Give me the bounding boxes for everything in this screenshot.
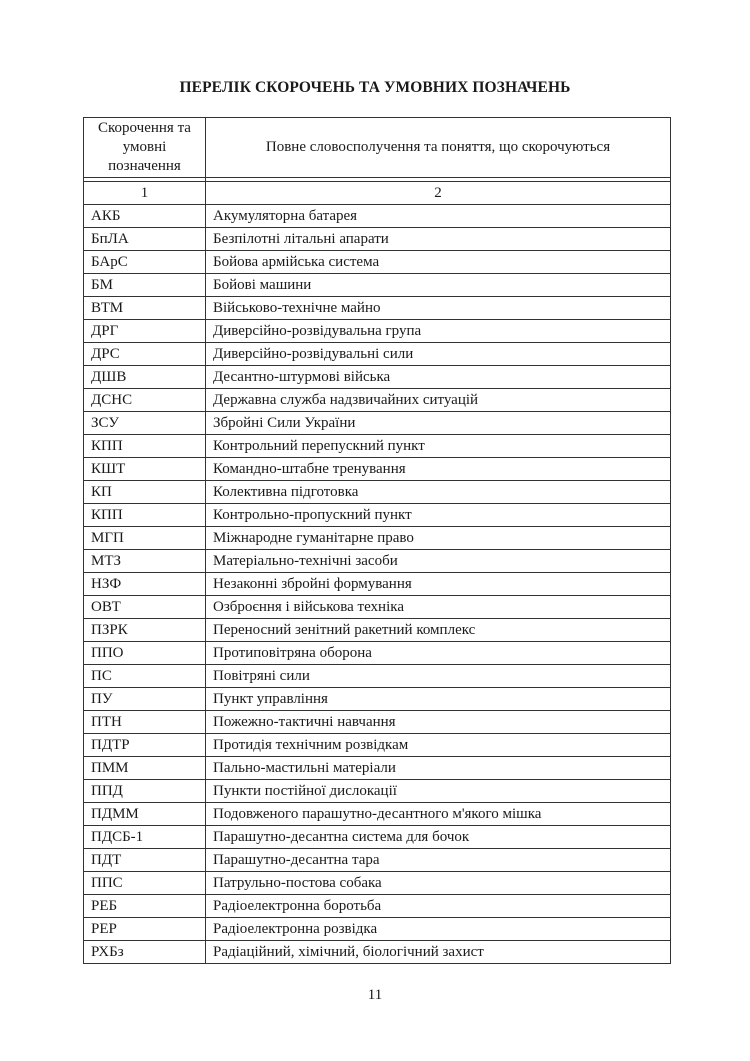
- abbreviation-cell: БМ: [84, 274, 206, 297]
- full-phrase-cell: Десантно-штурмові війська: [206, 366, 671, 389]
- table-row: [84, 550, 671, 573]
- header-abbreviation: Скорочення та умовні позначення: [84, 118, 206, 178]
- abbreviation-cell: АКБ: [84, 205, 206, 228]
- table-row: [84, 757, 671, 780]
- abbreviation-cell: ПУ: [84, 688, 206, 711]
- table-row: [84, 872, 671, 895]
- abbreviation-cell: ПЗРК: [84, 619, 206, 642]
- abbreviation-cell: ПС: [84, 665, 206, 688]
- abbreviation-cell: ППД: [84, 780, 206, 803]
- table-row: [84, 481, 671, 504]
- full-phrase-cell: Контрольно-пропускний пункт: [206, 504, 671, 527]
- table-row: [84, 320, 671, 343]
- table-row: [84, 734, 671, 757]
- full-phrase-cell: Контрольний перепускний пункт: [206, 435, 671, 458]
- column-numbering-row: [84, 182, 671, 205]
- table-row: [84, 941, 671, 964]
- full-phrase-cell: Збройні Сили України: [206, 412, 671, 435]
- table-row: [84, 389, 671, 412]
- full-phrase-cell: Радіоелектронна боротьба: [206, 895, 671, 918]
- abbreviation-cell: ДРС: [84, 343, 206, 366]
- abbreviation-cell: ОВТ: [84, 596, 206, 619]
- full-phrase-cell: Диверсійно-розвідувальні сили: [206, 343, 671, 366]
- full-phrase-cell: Безпілотні літальні апарати: [206, 228, 671, 251]
- full-phrase-cell: Державна служба надзвичайних ситуацій: [206, 389, 671, 412]
- full-phrase-cell: Пожежно-тактичні навчання: [206, 711, 671, 734]
- abbreviation-cell: ППО: [84, 642, 206, 665]
- abbreviation-cell: ПДТ: [84, 849, 206, 872]
- table-row: [84, 711, 671, 734]
- table-row: [84, 665, 671, 688]
- table-row: [84, 688, 671, 711]
- table-row: [84, 826, 671, 849]
- table-row: [84, 619, 671, 642]
- abbreviation-cell: РЕБ: [84, 895, 206, 918]
- table-row: [84, 849, 671, 872]
- abbreviation-cell: КП: [84, 481, 206, 504]
- full-phrase-cell: Озброєння і військова техніка: [206, 596, 671, 619]
- table-row: [84, 504, 671, 527]
- abbreviations-table: [83, 117, 671, 964]
- table-row: [84, 803, 671, 826]
- table-row: [84, 274, 671, 297]
- full-phrase-cell: Патрульно-постова собака: [206, 872, 671, 895]
- full-phrase-cell: Диверсійно-розвідувальна група: [206, 320, 671, 343]
- full-phrase-cell: Військово-технічне майно: [206, 297, 671, 320]
- abbreviation-cell: ВТМ: [84, 297, 206, 320]
- full-phrase-cell: Протиповітряна оборона: [206, 642, 671, 665]
- abbreviation-cell: ППС: [84, 872, 206, 895]
- column-number-2: 2: [206, 182, 671, 205]
- abbreviation-cell: ПДТР: [84, 734, 206, 757]
- table-row: [84, 251, 671, 274]
- abbreviation-cell: ПДСБ-1: [84, 826, 206, 849]
- full-phrase-cell: Пункт управління: [206, 688, 671, 711]
- full-phrase-cell: Радіоелектронна розвідка: [206, 918, 671, 941]
- table-row: [84, 205, 671, 228]
- abbreviation-cell: РХБз: [84, 941, 206, 964]
- abbreviation-cell: ЗСУ: [84, 412, 206, 435]
- abbreviation-cell: ПДММ: [84, 803, 206, 826]
- full-phrase-cell: Пально-мастильні матеріали: [206, 757, 671, 780]
- full-phrase-cell: Повітряні сили: [206, 665, 671, 688]
- abbreviation-cell: ПММ: [84, 757, 206, 780]
- abbreviation-cell: ПТН: [84, 711, 206, 734]
- table-row: [84, 527, 671, 550]
- abbreviation-cell: КПП: [84, 435, 206, 458]
- full-phrase-cell: Колективна підготовка: [206, 481, 671, 504]
- abbreviation-cell: НЗФ: [84, 573, 206, 596]
- table-row: [84, 596, 671, 619]
- table-row: [84, 642, 671, 665]
- table-row: [84, 918, 671, 941]
- table-row: [84, 895, 671, 918]
- table-header-row: [84, 118, 671, 178]
- header-full-phrase: Повне словосполучення та поняття, що скорочуються: [206, 118, 671, 178]
- full-phrase-cell: Матеріально-технічні засоби: [206, 550, 671, 573]
- abbreviation-cell: КШТ: [84, 458, 206, 481]
- table-row: [84, 435, 671, 458]
- full-phrase-cell: Командно-штабне тренування: [206, 458, 671, 481]
- full-phrase-cell: Протидія технічним розвідкам: [206, 734, 671, 757]
- full-phrase-cell: Парашутно-десантна система для бочок: [206, 826, 671, 849]
- table-row: [84, 412, 671, 435]
- table-row: [84, 343, 671, 366]
- page-number: 11: [367, 987, 383, 1003]
- table-row: [84, 458, 671, 481]
- abbreviation-cell: ДШВ: [84, 366, 206, 389]
- page-title: ПЕРЕЛІК СКОРОЧЕНЬ ТА УМОВНИХ ПОЗНАЧЕНЬ: [179, 79, 571, 96]
- column-number-1: 1: [84, 182, 206, 205]
- abbreviation-cell: ДСНС: [84, 389, 206, 412]
- table-row: [84, 780, 671, 803]
- full-phrase-cell: Бойові машини: [206, 274, 671, 297]
- full-phrase-cell: Радіаційний, хімічний, біологічний захист: [206, 941, 671, 964]
- abbreviation-cell: РЕР: [84, 918, 206, 941]
- table-row: [84, 573, 671, 596]
- abbreviation-cell: БпЛА: [84, 228, 206, 251]
- abbreviation-cell: БАрС: [84, 251, 206, 274]
- full-phrase-cell: Міжнародне гуманітарне право: [206, 527, 671, 550]
- full-phrase-cell: Парашутно-десантна тара: [206, 849, 671, 872]
- full-phrase-cell: Незаконні збройні формування: [206, 573, 671, 596]
- full-phrase-cell: Акумуляторна батарея: [206, 205, 671, 228]
- table-row: [84, 228, 671, 251]
- full-phrase-cell: Пункти постійної дислокації: [206, 780, 671, 803]
- table-row: [84, 366, 671, 389]
- table-row: [84, 297, 671, 320]
- full-phrase-cell: Переносний зенітний ракетний комплекс: [206, 619, 671, 642]
- full-phrase-cell: Бойова армійська система: [206, 251, 671, 274]
- abbreviation-cell: МГП: [84, 527, 206, 550]
- abbreviation-cell: МТЗ: [84, 550, 206, 573]
- abbreviation-cell: ДРГ: [84, 320, 206, 343]
- full-phrase-cell: Подовженого парашутно-десантного м'якого мішка: [206, 803, 671, 826]
- abbreviation-cell: КПП: [84, 504, 206, 527]
